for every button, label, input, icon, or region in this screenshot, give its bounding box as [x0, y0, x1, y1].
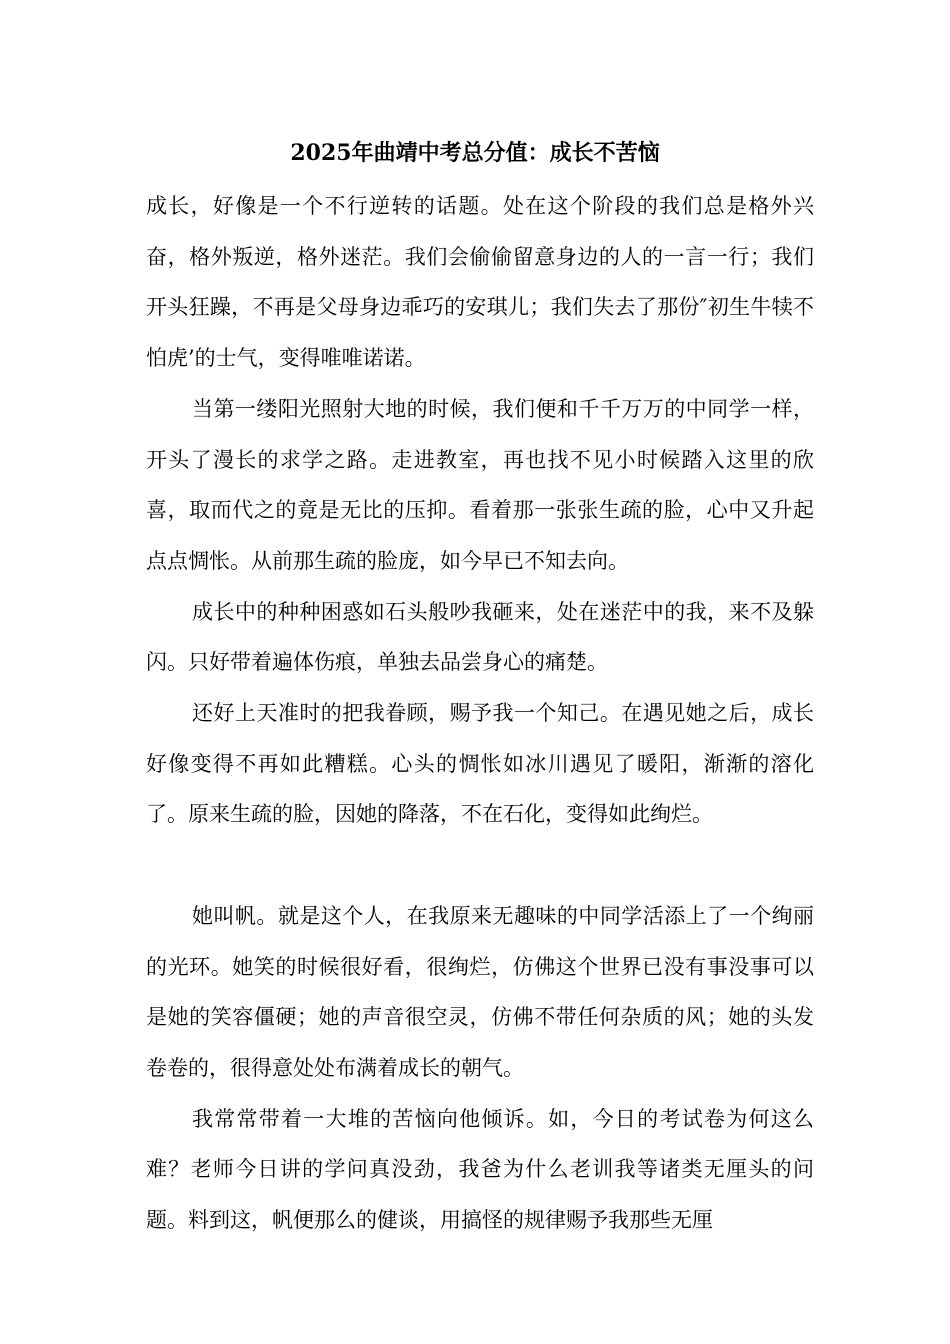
paragraph-3: 成长中的种种困惑如石头般吵我砸来，处在迷茫中的我，来不及躲闪。只好带着遍体伤痕，单独去品尝身心的痛楚。: [146, 599, 814, 675]
document-title: 2025年曲靖中考总分值：成长不苦恼: [290, 140, 660, 166]
paragraph-2: 当第一缕阳光照射大地的时候，我们便和千千万万的中同学一样，开头了漫长的求学之路。走进教室，再也找不见小时候踏入这里的欣喜，取而代之的竟是无比的压抑。看着那一张张生疏的脸，心中又升起点点惆怅。从前那生疏的脸庞，如今早已不知去向。: [146, 396, 814, 573]
paragraph-5: 她叫帆。就是这个人，在我原来无趣味的中同学活添上了一个绚丽的光环。她笑的时候很好看，很绚烂，仿佛这个世界已没有事没事可以是她的笑容僵硬；她的声音很空灵，仿佛不带任何杂质的风；她的头发卷卷的，很得意处处布满着成长的朝气。: [146, 903, 814, 1080]
paragraph-1: 成长，好像是一个不行逆转的话题。处在这个阶段的我们总是格外兴奋，格外叛逆，格外迷茫。我们会偷偷留意身边的人的一言一行；我们开头狂躁，不再是父母身边乖巧的安琪儿；我们失去了那份″初生牛犊不怕虎’的士气，变得唯唯诺诺。: [146, 194, 814, 371]
paragraph-6: 我常常带着一大堆的苦恼向他倾诉。如，今日的考试卷为何这么难？老师今日讲的学问真没劲，我爸为什么老训我等诸类无厘头的问题。料到这，帆便那么的健谈，用搞怪的规律赐予我那些无厘: [146, 1106, 814, 1233]
document-body: [146, 181, 814, 1246]
blank-line: [146, 840, 814, 891]
paragraph-4: 还好上天准时的把我眷顾，赐予我一个知己。在遇见她之后，成长好像变得不再如此糟糕。心头的惆怅如冰川遇见了暖阳，渐渐的溶化了。原来生疏的脸，因她的降落，不在石化，变得如此绚烂。: [146, 701, 814, 827]
